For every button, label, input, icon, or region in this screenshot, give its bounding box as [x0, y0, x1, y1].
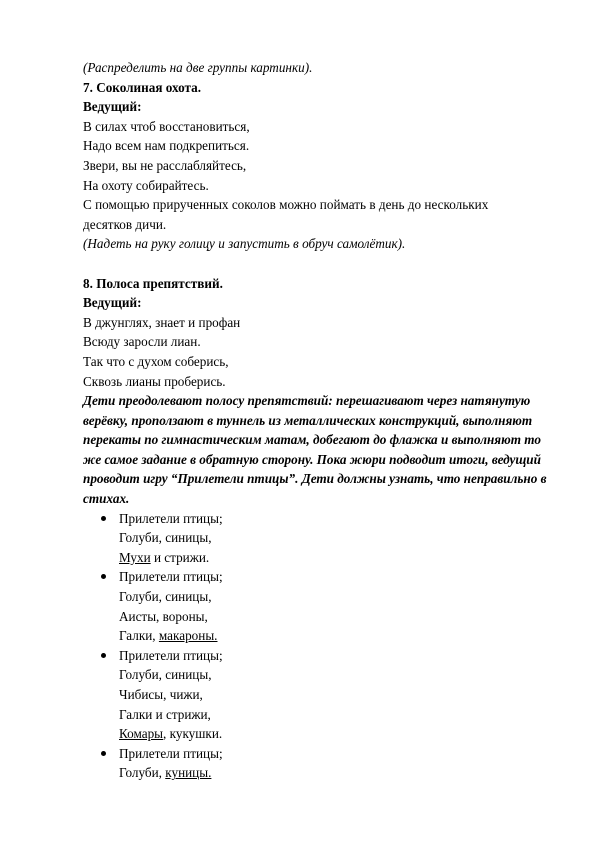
verse-text: Галки,: [119, 628, 159, 644]
section-8-line: В джунглях, знает и профан: [83, 314, 241, 330]
bullet-icon: [101, 751, 106, 756]
verse-text: и стрижи.: [150, 549, 210, 565]
section-8-line: Всюду заросли лиан.: [83, 334, 201, 350]
section-7-speaker: Ведущий:: [83, 99, 142, 115]
game-verse: [83, 509, 553, 568]
verse-line: Аисты, вороны,: [119, 608, 208, 624]
section-7-line: десятков дичи.: [83, 216, 167, 232]
section-7-line: Звери, вы не расслабляйтесь,: [83, 157, 247, 173]
wrong-word: Комары: [119, 726, 164, 742]
section-8-line: Сквозь лианы проберись.: [83, 373, 226, 389]
verse-line: Прилетели птицы;: [119, 569, 223, 585]
section-8-direction: Дети преодолевают полосу препятствий: перешагивают через натянутую верёвку, проползают в туннель из металлических конструкций, выполняют перекаты по гимнастическим матам, добегают до флажка и выполняют то же самое задание в обратную сторону. Пока жюри подводит итоги, ведущий проводит игру “Прилетели птицы”. Дети должны узнать, что неправильно в стихах.: [83, 393, 547, 507]
top-note: (Распределить на две группы картинки).: [83, 60, 313, 75]
game-verse: [83, 567, 553, 645]
document-body: [83, 58, 553, 783]
verse-line: Прилетели птицы;: [119, 745, 223, 761]
verse-line: Галки и стрижи,: [119, 706, 211, 722]
verse-line: Чибисы, чижи,: [119, 687, 203, 702]
wrong-word: Мухи: [119, 549, 151, 565]
verse-line: Голуби, синицы,: [119, 667, 212, 683]
section-7-line: В силах чтоб восстановиться,: [83, 118, 250, 134]
section-8-line: Так что с духом соберись,: [83, 353, 229, 369]
section-8-heading: 8. Полоса препятствий.: [83, 275, 223, 291]
verse-line: Голуби, синицы,: [119, 530, 212, 546]
section-8-speaker: Ведущий:: [83, 295, 142, 311]
verse-line: [119, 763, 553, 783]
section-7-direction: (Надеть на руку голицу и запустить в обруч самолётик).: [83, 236, 406, 252]
game-verse: [83, 744, 553, 783]
section-7-heading: 7. Соколиная охота.: [83, 79, 202, 95]
verse-line: [119, 548, 553, 568]
verse-line: Прилетели птицы;: [119, 510, 223, 526]
verse-line: [119, 724, 553, 744]
wrong-word: куницы.: [165, 765, 212, 781]
bullet-icon: [101, 574, 106, 579]
verse-line: Прилетели птицы;: [119, 647, 223, 663]
verse-text: , кукушки.: [163, 726, 223, 742]
verse-text: Голуби,: [119, 765, 166, 781]
paragraph-gap: [83, 254, 553, 274]
verse-line: Голуби, синицы,: [119, 589, 212, 605]
section-7-line: На охоту собирайтесь.: [83, 177, 209, 193]
wrong-word: макароны.: [158, 628, 218, 644]
verse-line: [119, 626, 553, 646]
bullet-icon: [101, 516, 106, 521]
bullet-icon: [101, 653, 106, 658]
game-verse-list: [83, 509, 553, 783]
section-7-line: С помощью прирученных соколов можно поймать в день до нескольких: [83, 197, 489, 213]
section-7-line: Надо всем нам подкрепиться.: [83, 138, 250, 154]
game-verse: [83, 646, 553, 744]
